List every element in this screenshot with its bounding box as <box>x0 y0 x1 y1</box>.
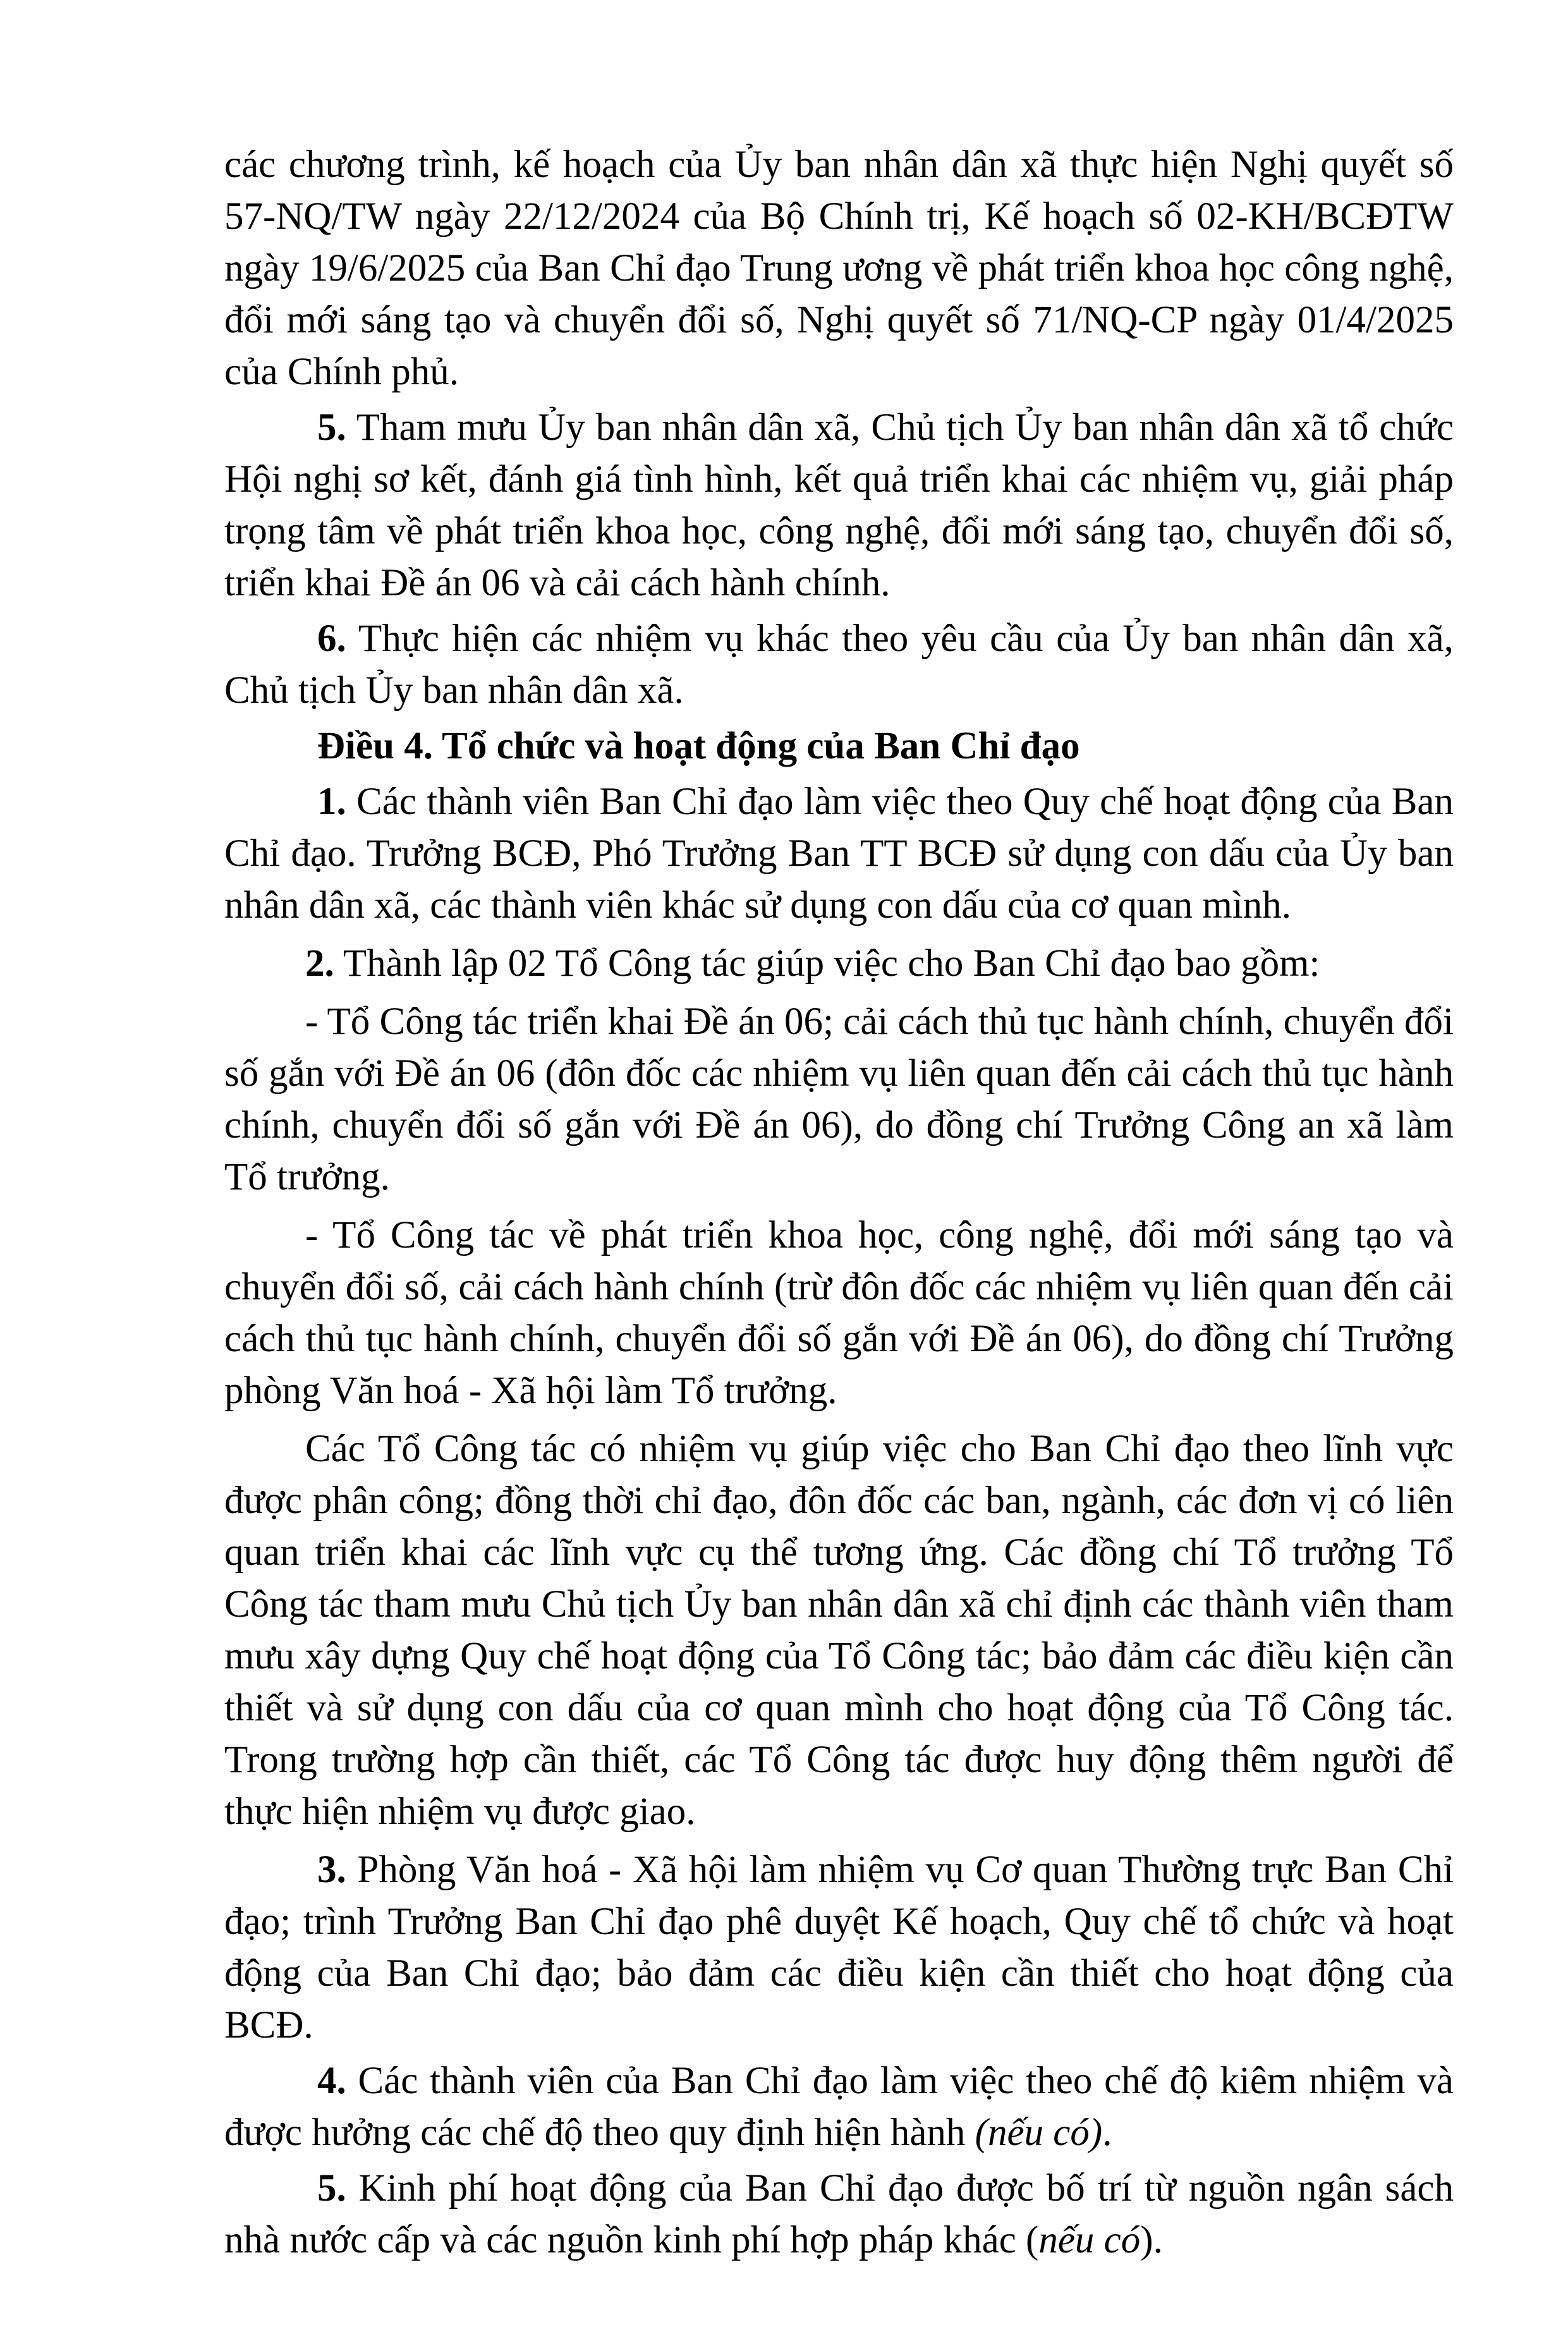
item-text: Phòng Văn hoá - Xã hội làm nhiệm vụ Cơ quan Thường trực Ban Chỉ đạo; trình Trưởng Ban Chỉ đạo phê duyệt Kế hoạch, Quy chế tổ chức và hoạt động của Ban Chỉ đạo; bảo đảm các điều kiện cần thiết cho hoạt động của BCĐ. <box>224 1849 1454 2046</box>
item-text: Thực hiện các nhiệm vụ khác theo yêu cầu của Ủy ban nhân dân xã, Chủ tịch Ủy ban nhân dân xã. <box>224 617 1454 712</box>
item-text: Kinh phí hoạt động của Ban Chỉ đạo được bố trí từ nguồn ngân sách nhà nước cấp và các nguồn kinh phí hợp pháp khác ( <box>224 2167 1454 2261</box>
article3-item-6 <box>224 613 1454 717</box>
article4-item-2 <box>224 938 1454 990</box>
item-number: 5. <box>317 406 346 449</box>
item-number: 3. <box>317 1849 346 1891</box>
item-text: Các thành viên của Ban Chỉ đạo làm việc theo chế độ kiêm nhiệm và được hưởng các chế độ theo quy định hiện hành <box>224 2060 1454 2154</box>
item-number: 4. <box>317 2060 346 2102</box>
article3-item-5 <box>224 402 1454 609</box>
item-number: 2. <box>305 942 334 985</box>
item-end: . <box>1102 2112 1112 2154</box>
continuation-paragraph: các chương trình, kế hoạch của Ủy ban nhân dân xã thực hiện Nghị quyết số 57-NQ/TW ngày 22/12/2024 của Bộ Chính trị, Kế hoạch số 02-KH/BCĐTW ngày 19/6/2025 của Ban Chỉ đạo Trung ương về phát triển khoa học công nghệ, đổi mới sáng tạo và chuyển đổi số, Nghị quyết số 71/NQ-CP ngày 01/4/2025 của Chính phủ. <box>224 143 1454 393</box>
article4-heading: Điều 4. Tổ chức và hoạt động của Ban Chỉ đạo <box>317 725 1080 767</box>
working-group-summary: Các Tổ Công tác có nhiệm vụ giúp việc cho Ban Chỉ đạo theo lĩnh vực được phân công; đồng thời chỉ đạo, đôn đốc các ban, ngành, các đơn vị có liên quan triển khai các lĩnh vực cụ thể tương ứng. Các đồng chí Tổ trưởng Tổ Công tác tham mưu Chủ tịch Ủy ban nhân dân xã chỉ định các thành viên tham mưu xây dựng Quy chế hoạt động của Tổ Công tác; bảo đảm các điều kiện cần thiết và sử dụng con dấu của cơ quan mình cho hoạt động của Tổ Công tác. Trong trường hợp cần thiết, các Tổ Công tác được huy động thêm người để thực hiện nhiệm vụ được giao. <box>224 1428 1454 1833</box>
item-text: Thành lập 02 Tổ Công tác giúp việc cho Ban Chỉ đạo bao gồm: <box>334 942 1320 985</box>
item-number: 1. <box>317 781 346 823</box>
item-number: 6. <box>317 617 346 660</box>
item-text: Tham mưu Ủy ban nhân dân xã, Chủ tịch Ủy ban nhân dân xã tổ chức Hội nghị sơ kết, đánh giá tình hình, kết quả triển khai các nhiệm vụ, giải pháp trọng tâm về phát triển khoa học, công nghệ, đổi mới sáng tạo, chuyển đổi số, triển khai Đề án 06 và cải cách hành chính. <box>224 406 1454 604</box>
item-number: 5. <box>317 2167 346 2209</box>
article4-item-5 <box>224 2163 1454 2266</box>
working-group-bullet-1: - Tổ Công tác triển khai Đề án 06; cải cách thủ tục hành chính, chuyển đổi số gắn với Đề án 06 (đôn đốc các nhiệm vụ liên quan đến cải cách thủ tục hành chính, chuyển đổi số gắn với Đề án 06), do đồng chí Trưởng Công an xã làm Tổ trưởng. <box>224 1000 1454 1198</box>
item-text: Các thành viên Ban Chỉ đạo làm việc theo Quy chế hoạt động của Ban Chỉ đạo. Trưởng BCĐ, Phó Trưởng Ban TT BCĐ sử dụng con dấu của Ủy ban nhân dân xã, các thành viên khác sử dụng con dấu của cơ quan mình. <box>224 781 1454 927</box>
article4-item-3 <box>224 1844 1454 2051</box>
item-note: nếu có <box>1038 2219 1141 2261</box>
article4-item-4 <box>224 2055 1454 2159</box>
working-group-bullet-2: - Tổ Công tác về phát triển khoa học, công nghệ, đổi mới sáng tạo và chuyển đổi số, cải cách hành chính (trừ đôn đốc các nhiệm vụ liên quan đến cải cách thủ tục hành chính, chuyển đổi số gắn với Đề án 06), do đồng chí Trưởng phòng Văn hoá - Xã hội làm Tổ trưởng. <box>224 1214 1454 1412</box>
item-note: (nếu có) <box>975 2112 1103 2154</box>
article4-item-1 <box>224 776 1454 932</box>
item-end: ). <box>1140 2219 1163 2261</box>
